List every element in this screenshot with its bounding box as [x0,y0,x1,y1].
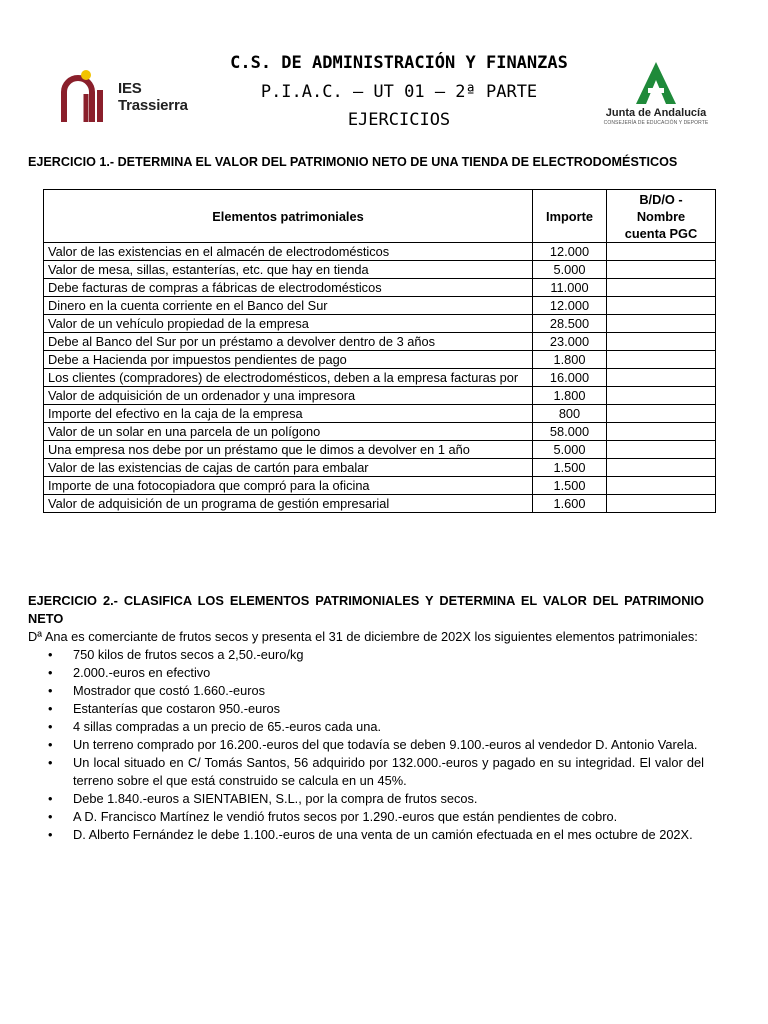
row-bdo-cell[interactable] [607,279,716,297]
row-bdo-cell[interactable] [607,387,716,405]
row-amount: 800 [533,405,607,423]
list-item [48,754,704,790]
bullet-icon: • [48,719,53,734]
row-description: Una empresa nos debe por un préstamo que le dimos a devolver en 1 año [44,441,533,459]
list-item [48,664,704,682]
row-bdo-cell[interactable] [607,315,716,333]
column-header-element: Elementos patrimoniales [44,190,533,243]
column-header-amount: Importe [533,190,607,243]
row-amount: 1.800 [533,351,607,369]
row-description: Valor de adquisición de un programa de gestión empresarial [44,495,533,513]
exercise2-block [28,592,704,844]
exercise1-heading: EJERCICIO 1.- DETERMINA EL VALOR DEL PATRIMONIO NETO DE UNA TIENDA DE ELECTRODOMÉSTICOS [28,155,678,169]
bullet-icon: • [48,827,53,842]
document-subtitle: P.I.A.C. – UT 01 – 2ª PARTE [260,82,538,102]
bullet-icon: • [48,647,53,662]
list-item-text: 4 sillas compradas a un precio de 65.-euros cada una. [73,719,382,734]
table-row [44,315,716,333]
table-row [44,261,716,279]
row-description: Valor de mesa, sillas, estanterías, etc. que hay en tienda [44,261,533,279]
table-row [44,369,716,387]
junta-logo-name: Junta de Andalucía [605,107,707,119]
row-description: Importe del efectivo en la caja de la empresa [44,405,533,423]
table-row [44,351,716,369]
row-description: Debe al Banco del Sur por un préstamo a devolver dentro de 3 años [44,333,533,351]
document-title: C.S. DE ADMINISTRACIÓN Y FINANZAS [230,53,568,73]
exercise2-heading: EJERCICIO 2.- CLASIFICA LOS ELEMENTOS PATRIMONIALES Y DETERMINA EL VALOR DEL PATRIMONIO NETO [28,593,704,626]
list-item [48,718,704,736]
bullet-icon: • [48,683,53,698]
list-item [48,682,704,700]
row-bdo-cell[interactable] [607,459,716,477]
row-bdo-cell[interactable] [607,351,716,369]
list-item [48,808,704,826]
ies-logo-line1: IES [118,80,142,97]
list-item [48,736,704,754]
table-row [44,279,716,297]
row-description: Debe facturas de compras a fábricas de electrodomésticos [44,279,533,297]
row-amount: 58.000 [533,423,607,441]
row-amount: 1.600 [533,495,607,513]
table-row [44,441,716,459]
row-bdo-cell[interactable] [607,243,716,261]
list-item-text: A D. Francisco Martínez le vendió frutos secos por 1.290.-euros que están pendientes de cobro. [73,809,618,824]
list-item-text: 750 kilos de frutos secos a 2,50.-euro/kg [73,647,304,662]
table-row [44,459,716,477]
patrimonial-elements-table [43,189,716,513]
list-item [48,700,704,718]
row-bdo-cell[interactable] [607,495,716,513]
list-item-text: Estanterías que costaron 950.-euros [73,701,281,716]
bullet-icon: • [48,809,53,824]
row-bdo-cell[interactable] [607,297,716,315]
bullet-icon: • [48,737,53,752]
row-bdo-cell[interactable] [607,423,716,441]
row-description: Valor de un vehículo propiedad de la empresa [44,315,533,333]
list-item [48,790,704,808]
list-item [48,826,704,844]
ies-logo-icon [60,68,112,124]
list-item-text: Mostrador que costó 1.660.-euros [73,683,266,698]
junta-logo-subtitle: CONSEJERÍA DE EDUCACIÓN Y DEPORTE [603,120,709,126]
row-bdo-cell[interactable] [607,477,716,495]
list-item-text: D. Alberto Fernández le debe 1.100.-euros de una venta de un camión efectuada en el mes octubre de 202X. [73,827,693,842]
bdo-header-line1: B/D/O - [639,191,683,207]
ies-logo-line2: Trassierra [118,97,188,114]
exercise2-list [28,646,704,844]
list-item [48,646,704,664]
table-row [44,333,716,351]
column-header-bdo [607,190,716,243]
row-amount: 28.500 [533,315,607,333]
row-amount: 5.000 [533,261,607,279]
row-description: Valor de adquisición de un ordenador y una impresora [44,387,533,405]
row-description: Valor de las existencias de cajas de cartón para embalar [44,459,533,477]
row-description: Valor de un solar en una parcela de un polígono [44,423,533,441]
table-row [44,405,716,423]
table-row [44,495,716,513]
row-description: Importe de una fotocopiadora que compró para la oficina [44,477,533,495]
row-bdo-cell[interactable] [607,405,716,423]
table-header-row [44,190,716,243]
bullet-icon: • [48,701,53,716]
bullet-icon: • [48,755,53,770]
row-amount: 1.500 [533,477,607,495]
row-amount: 16.000 [533,369,607,387]
row-description: Debe a Hacienda por impuestos pendientes de pago [44,351,533,369]
exercise2-intro: Dª Ana es comerciante de frutos secos y presenta el 31 de diciembre de 202X los siguientes elementos patrimoniales: [28,629,698,644]
list-item-text: Debe 1.840.-euros a SIENTABIEN, S.L., por la compra de frutos secos. [73,791,478,806]
list-item-text: Un terreno comprado por 16.200.-euros del que todavía se deben 9.100.-euros al vendedor D. Antonio Varela. [73,737,698,752]
bullet-icon: • [48,665,53,680]
table-row [44,387,716,405]
row-amount: 12.000 [533,243,607,261]
row-bdo-cell[interactable] [607,333,716,351]
row-description: Dinero en la cuenta corriente en el Banco del Sur [44,297,533,315]
row-amount: 11.000 [533,279,607,297]
row-amount: 1.800 [533,387,607,405]
row-bdo-cell[interactable] [607,261,716,279]
row-amount: 23.000 [533,333,607,351]
document-section: EJERCICIOS [347,110,451,130]
bullet-icon: • [48,791,53,806]
list-item-text: 2.000.-euros en efectivo [73,665,211,680]
list-item-text: Un local situado en C/ Tomás Santos, 56 adquirido por 132.000.-euros y pagado en su integridad. El valor del terreno sobre el que está construido se calcula en un 45%. [73,755,704,788]
row-description: Los clientes (compradores) de electrodomésticos, deben a la empresa facturas por [44,369,533,387]
table-row [44,423,716,441]
row-bdo-cell[interactable] [607,441,716,459]
row-amount: 1.500 [533,459,607,477]
row-amount: 12.000 [533,297,607,315]
table-row [44,477,716,495]
bdo-header-line3: cuenta PGC [624,225,698,241]
row-amount: 5.000 [533,441,607,459]
row-bdo-cell[interactable] [607,369,716,387]
table-row [44,243,716,261]
table-row [44,297,716,315]
row-description: Valor de las existencias en el almacén de electrodomésticos [44,243,533,261]
bdo-header-line2: Nombre [636,208,686,224]
